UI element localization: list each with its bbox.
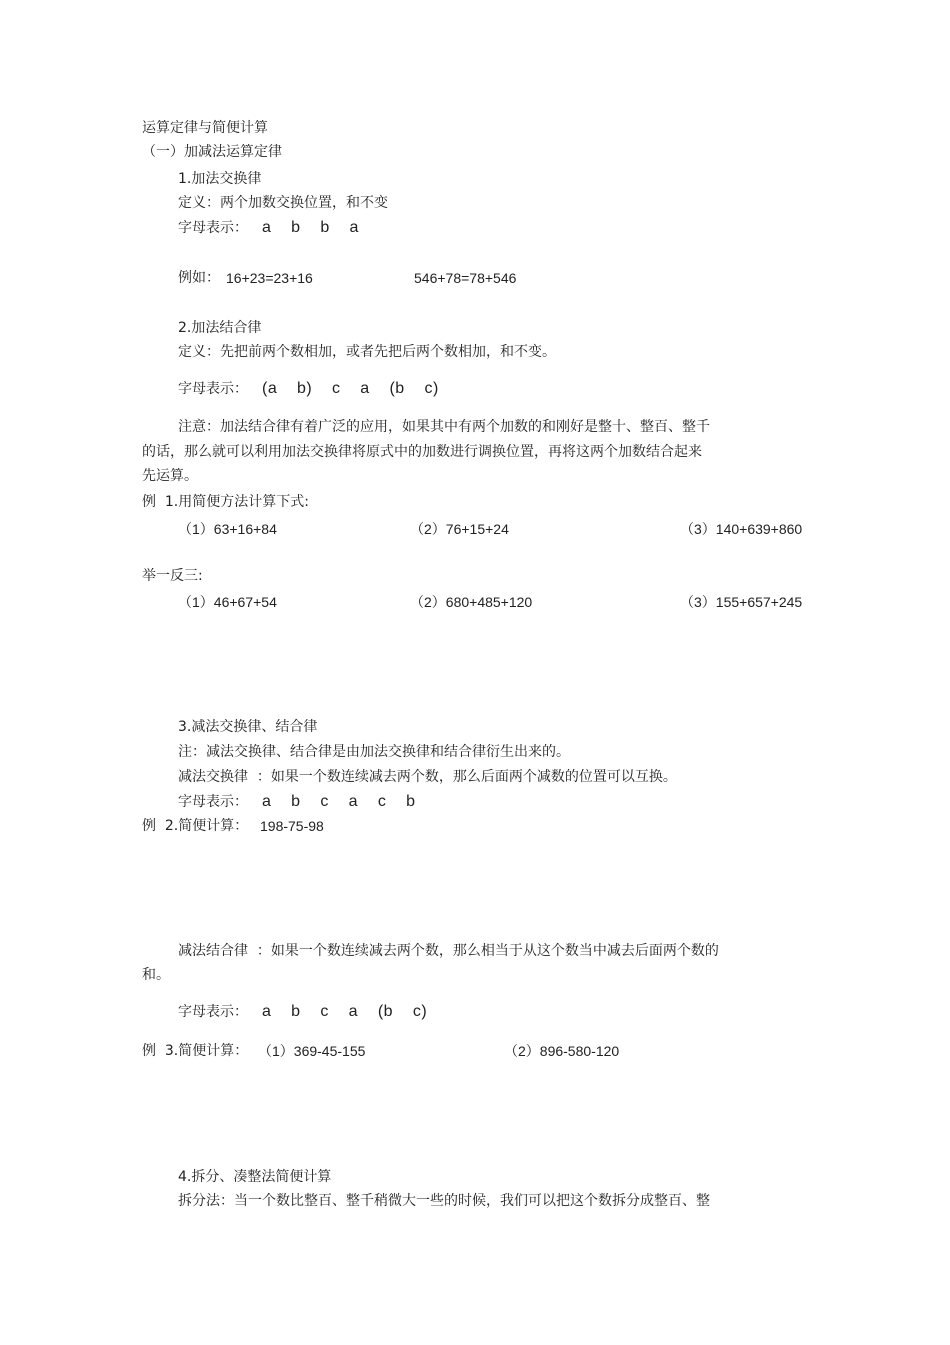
note-paragraph: 的话，那么就可以利用加法交换律将原式中的加数进行调换位置，再将这两个加数结合起来 xyxy=(142,444,702,460)
exercise-item: （1）46+67+54 xyxy=(178,594,277,610)
note-paragraph: 注意：加法结合律有着广泛的应用，如果其中有两个加数的和刚好是整十、整百、整千 xyxy=(178,419,710,435)
exercise-item: （2）896-580-120 xyxy=(504,1043,620,1059)
letter-label: 字母表示： xyxy=(178,381,248,397)
subtraction-associative-definition: 减法结合律 ：如果一个数连续减去两个数，那么相当于从这个数当中减去后面两个数的 xyxy=(178,943,719,959)
letter-label: 字母表示： xyxy=(178,1004,248,1020)
example-label: 例如： xyxy=(178,270,220,286)
formula: a b c a (b c) xyxy=(262,1003,428,1020)
addition-associative-definition: 定义：先把前两个数相加，或者先把后两个数相加，和不变。 xyxy=(178,344,556,360)
exercise-item: （2）76+15+24 xyxy=(410,521,509,537)
formula: a b c a c b xyxy=(262,793,416,810)
letter-label: 字母表示： xyxy=(178,794,248,810)
addition-commutative-heading: 1.加法交换律 xyxy=(178,171,262,187)
split-method-heading: 4.拆分、凑整法简便计算 xyxy=(178,1169,332,1185)
example-label: 例 3.简便计算： xyxy=(142,1043,249,1059)
subtraction-associative-definition: 和。 xyxy=(142,967,170,983)
subtraction-heading: 3.减法交换律、结合律 xyxy=(178,719,318,735)
addition-associative-heading: 2.加法结合律 xyxy=(178,320,262,336)
letter-label: 字母表示： xyxy=(178,220,248,236)
example-expression: 546+78=78+546 xyxy=(414,270,517,286)
formula: (a b) c a (b c) xyxy=(262,380,439,397)
subtraction-note: 注：减法交换律、结合律是由加法交换律和结合律衍生出来的。 xyxy=(178,744,570,760)
subtraction-commutative-definition: 减法交换律 ：如果一个数连续减去两个数，那么后面两个减数的位置可以互换。 xyxy=(178,769,677,785)
exercise-item: （3）155+657+245 xyxy=(680,594,803,610)
exercise-item: （1）63+16+84 xyxy=(178,521,277,537)
example-expression: 16+23=23+16 xyxy=(226,270,313,286)
exercise-item: （3）140+639+860 xyxy=(680,521,803,537)
split-method-text: 拆分法：当一个数比整百、整千稍微大一些的时候，我们可以把这个数拆分成整百、整 xyxy=(178,1193,710,1209)
addition-commutative-definition: 定义：两个加数交换位置，和不变 xyxy=(178,195,388,211)
note-paragraph: 先运算。 xyxy=(142,468,198,484)
section-heading: （一）加减法运算定律 xyxy=(142,144,282,160)
example-label: 例 1.用简便方法计算下式: xyxy=(142,494,309,510)
document-title: 运算定律与简便计算 xyxy=(142,120,268,136)
practice-label: 举一反三: xyxy=(142,568,203,584)
formula: a b b a xyxy=(262,219,359,236)
example-expression: 198-75-98 xyxy=(260,818,324,834)
example-label: 例 2.简便计算： xyxy=(142,818,249,834)
exercise-item: （2）680+485+120 xyxy=(410,594,533,610)
exercise-item: （1）369-45-155 xyxy=(258,1043,366,1059)
